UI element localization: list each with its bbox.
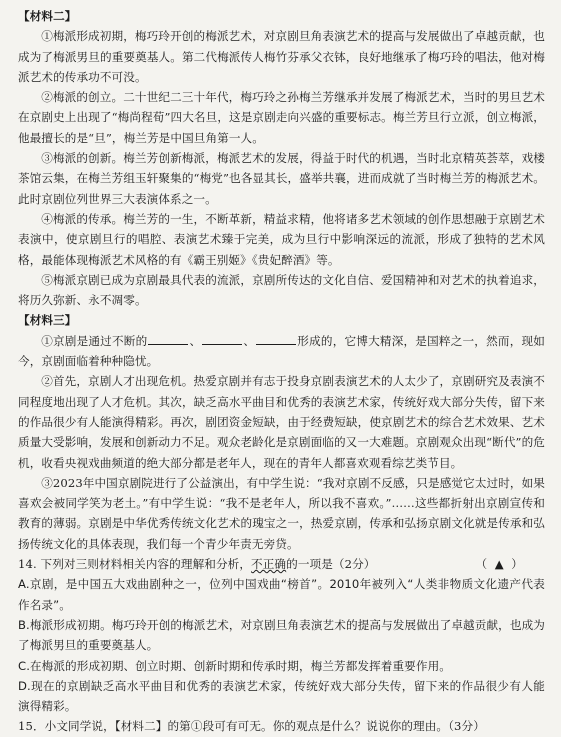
- material3-p1-prefix: ①京剧是通过不断的: [41, 333, 148, 348]
- answer-placeholder[interactable]: （ ▲ ）: [475, 557, 523, 572]
- question-14-text: [18, 554, 375, 574]
- material3-paragraph-3: ③2023年中国京剧院进行了公益演出，有中学生说：“我对京剧不反感，只是感觉它太过时，如果喜欢会被同学笑为老土。”有中学生说：“我不是老年人，所以我不喜欢。”……这些都折射出京剧宣传和教育的薄弱。京剧是中华优秀传统文化艺术的瑰宝之一，热爱京剧，传承和弘扬京剧文化就是传承和弘扬传统文化的具体表现，我们每一个青少年责无旁贷。: [18, 475, 545, 551]
- fill-blank-2[interactable]: [202, 332, 242, 345]
- option-d: D.现在的京剧缺乏高水平曲目和优秀的表演艺术家，传统好戏大部分失传，留下来的作品很少有人能演得精彩。: [18, 678, 545, 714]
- fill-blank-3[interactable]: [256, 332, 296, 345]
- fill-blank-1[interactable]: [148, 332, 188, 345]
- material2-paragraph-2: ②梅派的创立。二十世纪二三十年代，梅巧玲之孙梅兰芳继承并发展了梅派艺术，当时的男旦艺术在京剧史上出现了“梅尚程荀”四大名旦，这是京剧走向兴盛的重要标志。梅兰芳旦行立派，创立梅派，他最擅长的是“旦”，梅兰芳是中国旦角第一人。: [18, 90, 545, 145]
- material2-paragraph-3: ③梅派的创新。梅兰芳创新梅派，梅派艺术的发展，得益于时代的机遇，当时北京精英荟萃，戏楼茶馆云集，在梅兰芳组玉轩聚集的“梅党”也各显其长，盛举共襄，进而成就了当时梅兰芳的梅派艺术。此时京剧位列世界三大表演体系之一。: [18, 151, 545, 206]
- material3-p1-suffix: 形成的，它博大精深，是国粹之一，然而，现如今，京剧面临着种种隐忧。: [18, 333, 545, 369]
- material3-paragraph-2: ②首先，京剧人才出现危机。热爱京剧并有志于投身京剧表演艺术的人太少了，京剧研究及表演不同程度地出现了人才危机。其次，缺乏高水平曲目和优秀的表演艺术家，传统好戏大部分失传，留下来的作品很少有人能演得精彩。再次，剧团资金短缺，由于经费短缺，使京剧艺术的综合艺术效果、艺术质量大受影响，发展和创新动力不足。观众老龄化是京剧面临的又一大难题。京剧观众出现“断代”的危机，收看央视戏曲频道的绝大部分都是老年人，现在的青年人都喜欢观看综艺类节目。: [18, 374, 545, 470]
- material2-paragraph-4: ④梅派的传承。梅兰芳的一生，不断革新，精益求精，他将诸多艺术领域的创作思想融于京剧艺术表演中，使京剧旦行的唱腔、表演艺术臻于完美，成为旦行中影响深远的流派，形成了独特的艺术风格，最能体现梅派艺术风格的有《霸王别姬》《贵妃醉酒》等。: [18, 211, 545, 267]
- question-14-stem-after: 的一项是（2分）: [286, 557, 376, 572]
- material3-p1-sep2: 、: [243, 333, 256, 348]
- question-15: 15．小文同学说，【材料二】的第①段可有可无。你的观点是什么？说说你的理由。（3分）: [18, 719, 485, 734]
- material2-paragraph-5: ⑤梅派京剧已成为京剧最具代表的流派，京剧所传达的文化自信、爱国精神和对艺术的执着追求，将历久弥新、永不凋零。: [18, 272, 545, 308]
- material2-title: 【材料二】: [18, 9, 77, 23]
- question-14-stem: [18, 554, 545, 574]
- material3-paragraph-1: [18, 331, 545, 372]
- question-14-number: 14.: [18, 557, 37, 572]
- material3-title: 【材料三】: [18, 313, 77, 328]
- material2-paragraph-1: ①梅派形成初期，梅巧玲开创的梅派艺术，对京剧旦角表演艺术的提高与发展做出了卓越贡献，也成为了梅派男旦的重要奠基人。第二代梅派传人梅竹芬承父衣钵，良好地继承了梅巧玲的唱法，他对梅派艺术的传承功不可没。: [18, 29, 545, 84]
- option-a: A.京剧，是中国五大戏曲剧种之一，位列中国戏曲“榜首”。2010年被列入“人类非物质文化遗产代表作名录”。: [18, 577, 545, 612]
- option-c: C.在梅派的形成初期、创立时期、创新时期和传承时期，梅兰芳都发挥着重要作用。: [18, 658, 451, 673]
- option-b: B.梅派形成初期。梅巧玲开创的梅派艺术，对京剧旦角表演艺术的提高与发展做出了卓越贡献，也成为了梅派男旦的重要奠基人。: [18, 617, 545, 653]
- question-14-emphasis: 不正确: [251, 557, 287, 572]
- question-14-stem-before: 下列对三则材料相关内容的理解和分析，: [40, 557, 252, 572]
- material3-p1-sep1: 、: [189, 333, 202, 348]
